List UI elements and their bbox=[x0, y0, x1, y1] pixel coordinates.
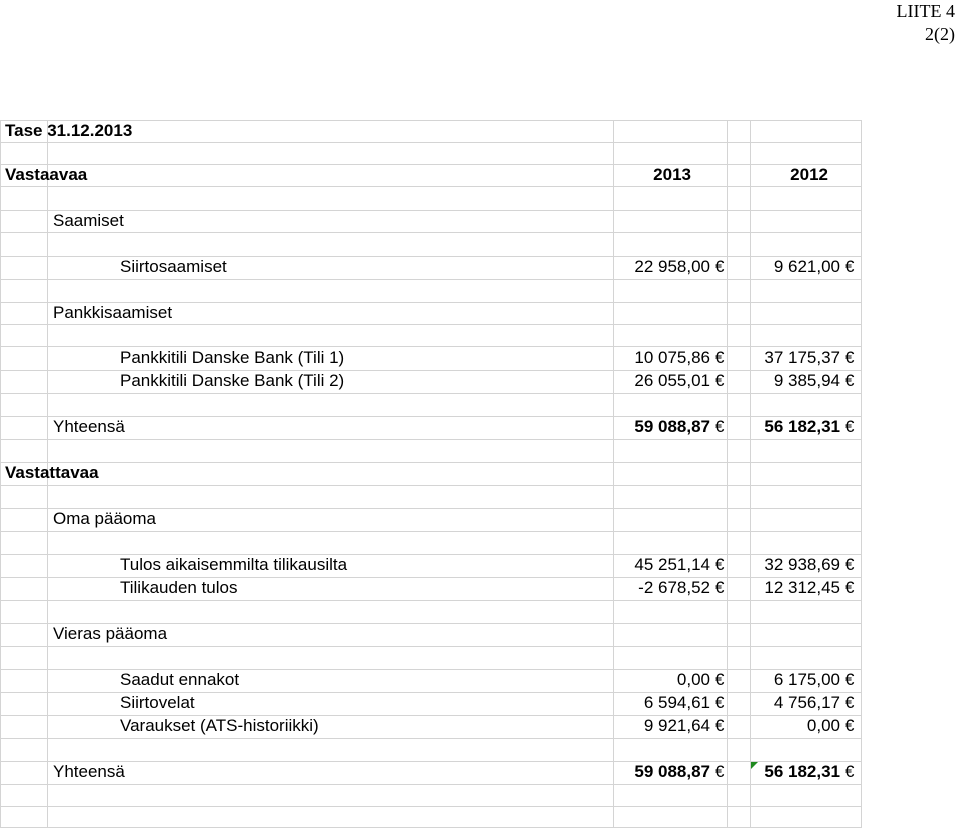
grid-line bbox=[727, 120, 728, 828]
grid-line bbox=[0, 462, 862, 463]
row-label: Pankkitili Danske Bank (Tili 2) bbox=[120, 371, 345, 390]
debt-heading: Vieras pääoma bbox=[53, 624, 168, 643]
value-2013: 10 075,86 bbox=[634, 348, 710, 367]
euro-symbol: € bbox=[715, 670, 725, 689]
euro-symbol: € bbox=[845, 371, 855, 390]
value-2013: 26 055,01 bbox=[634, 371, 710, 390]
row-label: Siirtovelat bbox=[120, 693, 195, 712]
euro-symbol: € bbox=[715, 348, 725, 367]
row-label: Varaukset (ATS-historiikki) bbox=[120, 716, 319, 735]
euro-symbol: € bbox=[715, 762, 725, 781]
value-2012: 6 175,00 bbox=[773, 670, 840, 689]
grid-line bbox=[0, 485, 862, 486]
euro-symbol: € bbox=[845, 555, 855, 574]
euro-symbol: € bbox=[715, 716, 725, 735]
value-2012: 37 175,37 bbox=[764, 348, 840, 367]
liabilities-total-2012: 56 182,31 bbox=[764, 762, 840, 781]
page-number: 2(2) bbox=[925, 24, 955, 44]
euro-symbol: € bbox=[845, 762, 855, 781]
euro-symbol: € bbox=[845, 693, 855, 712]
value-2013: -2 678,52 bbox=[638, 578, 710, 597]
grid-line bbox=[0, 120, 1, 828]
row-label: Pankkitili Danske Bank (Tili 1) bbox=[120, 348, 345, 367]
euro-symbol: € bbox=[845, 578, 855, 597]
equity-heading: Oma pääoma bbox=[53, 509, 156, 528]
grid-line bbox=[0, 600, 862, 601]
column-header-2013: 2013 bbox=[653, 165, 691, 184]
assets-total-2012: 56 182,31 bbox=[764, 417, 840, 436]
euro-symbol: € bbox=[715, 417, 725, 436]
assets-heading: Vastaavaa bbox=[5, 165, 88, 184]
euro-symbol: € bbox=[845, 716, 855, 735]
euro-symbol: € bbox=[845, 348, 855, 367]
bank-heading: Pankkisaamiset bbox=[53, 303, 173, 322]
row-label: Saadut ennakot bbox=[120, 670, 240, 689]
value-2013: 6 594,61 bbox=[643, 693, 710, 712]
balance-sheet bbox=[0, 120, 862, 828]
grid-line bbox=[0, 646, 862, 647]
grid-line bbox=[0, 142, 862, 143]
grid-line bbox=[0, 393, 862, 394]
row-label: Tilikauden tulos bbox=[120, 578, 238, 597]
receivables-heading: Saamiset bbox=[53, 211, 124, 230]
value-2013: 0,00 bbox=[676, 670, 710, 689]
grid-line bbox=[0, 531, 862, 532]
value-2012: 9 621,00 bbox=[773, 257, 840, 276]
value-2012: 32 938,69 bbox=[764, 555, 840, 574]
euro-symbol: € bbox=[715, 257, 725, 276]
value-2012: 9 385,94 bbox=[773, 371, 840, 390]
value-2012: 0,00 bbox=[806, 716, 840, 735]
value-2013: 45 251,14 bbox=[634, 555, 710, 574]
euro-symbol: € bbox=[845, 670, 855, 689]
value-2013: 22 958,00 bbox=[634, 257, 710, 276]
row-label: Siirtosaamiset bbox=[120, 257, 227, 276]
grid-line bbox=[0, 232, 862, 233]
grid-line bbox=[0, 279, 862, 280]
euro-symbol: € bbox=[715, 693, 725, 712]
page-header bbox=[897, 0, 955, 46]
value-2012: 12 312,45 bbox=[764, 578, 840, 597]
grid-line bbox=[0, 439, 862, 440]
euro-symbol: € bbox=[845, 417, 855, 436]
liabilities-total-label: Yhteensä bbox=[53, 762, 125, 781]
sheet-title: Tase 31.12.2013 bbox=[5, 121, 133, 140]
grid-line bbox=[0, 827, 862, 828]
grid-line bbox=[0, 186, 862, 187]
euro-symbol: € bbox=[715, 555, 725, 574]
assets-total-label: Yhteensä bbox=[53, 417, 125, 436]
grid-line bbox=[0, 784, 862, 785]
attachment-label: LIITE 4 bbox=[896, 1, 955, 21]
grid-line bbox=[0, 164, 862, 165]
grid-line bbox=[0, 210, 862, 211]
euro-symbol: € bbox=[715, 578, 725, 597]
grid-line bbox=[0, 324, 862, 325]
liabilities-total-2013: 59 088,87 bbox=[634, 762, 710, 781]
grid-line bbox=[0, 346, 862, 347]
grid-line bbox=[0, 738, 862, 739]
euro-symbol: € bbox=[845, 257, 855, 276]
euro-symbol: € bbox=[715, 371, 725, 390]
assets-total-2013: 59 088,87 bbox=[634, 417, 710, 436]
row-label: Tulos aikaisemmilta tilikausilta bbox=[120, 555, 348, 574]
grid-line bbox=[861, 120, 862, 828]
value-2013: 9 921,64 bbox=[643, 716, 710, 735]
liabilities-heading: Vastattavaa bbox=[5, 463, 99, 482]
value-2012: 4 756,17 bbox=[773, 693, 840, 712]
grid-line bbox=[0, 806, 862, 807]
column-header-2012: 2012 bbox=[790, 165, 828, 184]
